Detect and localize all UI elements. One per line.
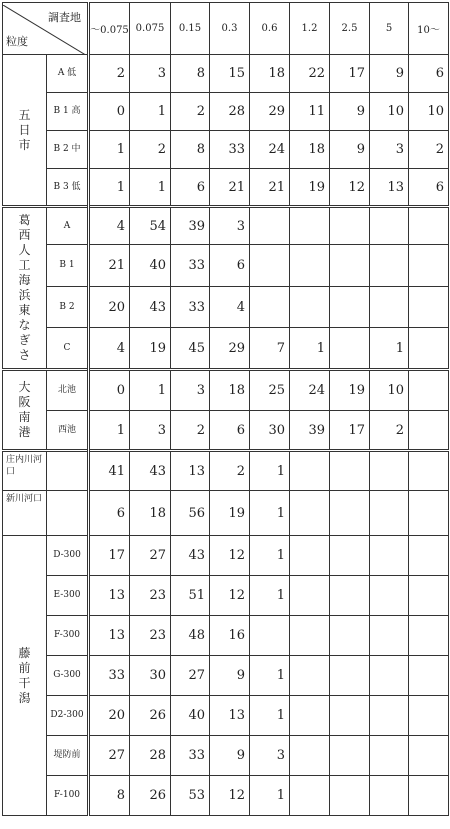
table-cell (409, 736, 449, 776)
table-cell: 4 (89, 328, 130, 370)
table-cell: 2 (210, 451, 250, 491)
table-cell: 9 (210, 736, 250, 776)
table-cell: 8 (171, 131, 210, 169)
table-cell: 18 (290, 131, 330, 169)
group-name-cell: 新川河口 (3, 491, 47, 536)
table-cell: 10 (370, 93, 409, 131)
table-cell: 30 (250, 411, 290, 451)
table-cell (409, 491, 449, 536)
table-cell: 13 (89, 576, 130, 616)
col-header-0: ～0.075 (89, 3, 130, 55)
table-cell: 0 (89, 370, 130, 411)
col-header-4: 0.6 (250, 3, 290, 55)
col-header-1: 0.075 (130, 3, 171, 55)
table-cell: 1 (130, 370, 171, 411)
table-cell (330, 736, 370, 776)
table-cell: 9 (330, 131, 370, 169)
group-name-cell: 庄内川河口 (3, 451, 47, 491)
table-cell: 23 (130, 616, 171, 656)
table-cell: 9 (370, 55, 409, 93)
table-cell: 21 (89, 245, 130, 287)
table-cell (290, 616, 330, 656)
table-cell (409, 776, 449, 816)
row-label: B 1 高 (47, 93, 89, 131)
table-cell (250, 207, 290, 245)
table-cell (290, 536, 330, 576)
table-cell: 2 (171, 93, 210, 131)
table-cell: 43 (171, 536, 210, 576)
table-row (3, 287, 449, 328)
row-label: B 2 (47, 287, 89, 328)
table-cell: 1 (250, 491, 290, 536)
table-cell: 15 (210, 55, 250, 93)
table-cell (330, 776, 370, 816)
table-cell: 40 (130, 245, 171, 287)
table-cell: 3 (210, 207, 250, 245)
table-cell: 21 (250, 169, 290, 207)
table-cell (250, 245, 290, 287)
table-cell (370, 287, 409, 328)
table-cell (370, 451, 409, 491)
table-cell: 17 (330, 55, 370, 93)
table-cell: 6 (89, 491, 130, 536)
table-row (3, 696, 449, 736)
table-cell: 3 (250, 736, 290, 776)
table-cell: 53 (171, 776, 210, 816)
group-name: 藤前干潟 (18, 645, 31, 705)
table-cell: 27 (130, 536, 171, 576)
table-cell: 3 (130, 411, 171, 451)
row-label: D2-300 (47, 696, 89, 736)
table-cell: 6 (409, 169, 449, 207)
table-cell: 28 (210, 93, 250, 131)
table-cell (330, 576, 370, 616)
table-cell (370, 245, 409, 287)
row-label: B 1 (47, 245, 89, 287)
table-cell: 39 (171, 207, 210, 245)
table-row (3, 616, 449, 656)
table-cell: 22 (290, 55, 330, 93)
table-cell (370, 536, 409, 576)
table-cell: 19 (330, 370, 370, 411)
table-cell (409, 451, 449, 491)
table-cell: 24 (250, 131, 290, 169)
table-row (3, 131, 449, 169)
table-cell (330, 245, 370, 287)
table-cell: 1 (290, 328, 330, 370)
group-name: 葛西人工海浜東なぎさ (18, 213, 31, 362)
table-cell (330, 656, 370, 696)
table-cell: 7 (250, 328, 290, 370)
table-cell: 1 (250, 776, 290, 816)
table-cell: 12 (210, 536, 250, 576)
row-label: G-300 (47, 656, 89, 696)
table-row (3, 491, 449, 536)
table-cell: 1 (130, 93, 171, 131)
table-cell: 20 (89, 287, 130, 328)
table-row (3, 169, 449, 207)
table-cell (409, 245, 449, 287)
table-cell: 18 (130, 491, 171, 536)
corner-cell (3, 3, 89, 55)
table-cell: 19 (210, 491, 250, 536)
table-cell (330, 287, 370, 328)
table-row (3, 656, 449, 696)
table-row (3, 776, 449, 816)
table-cell (409, 411, 449, 451)
row-label: B 2 中 (47, 131, 89, 169)
table-cell: 13 (171, 451, 210, 491)
table-cell (409, 287, 449, 328)
table-cell: 1 (250, 696, 290, 736)
table-cell: 13 (89, 616, 130, 656)
table-cell: 21 (210, 169, 250, 207)
table-cell: 1 (89, 411, 130, 451)
row-label (47, 451, 89, 491)
row-label: B 3 低 (47, 169, 89, 207)
table-cell: 3 (370, 131, 409, 169)
table-cell: 39 (290, 411, 330, 451)
table-cell (409, 328, 449, 370)
table-cell: 1 (89, 169, 130, 207)
table-cell (409, 696, 449, 736)
table-cell: 27 (89, 736, 130, 776)
table-cell: 2 (89, 55, 130, 93)
header-row (3, 3, 449, 55)
table-row (3, 93, 449, 131)
row-label: E-300 (47, 576, 89, 616)
table-cell: 28 (130, 736, 171, 776)
table-cell (370, 696, 409, 736)
table-cell: 12 (210, 776, 250, 816)
table-cell: 0 (89, 93, 130, 131)
table-cell: 26 (130, 776, 171, 816)
table-cell (290, 656, 330, 696)
table-cell: 48 (171, 616, 210, 656)
table-cell: 30 (130, 656, 171, 696)
row-label: D-300 (47, 536, 89, 576)
table-cell (370, 207, 409, 245)
table-row (3, 328, 449, 370)
table-cell: 43 (130, 451, 171, 491)
table-cell: 1 (89, 131, 130, 169)
row-label (47, 491, 89, 536)
table-cell (290, 736, 330, 776)
table-cell: 43 (130, 287, 171, 328)
table-body (3, 3, 449, 816)
table-cell: 1 (130, 169, 171, 207)
table-row (3, 207, 449, 245)
table-cell (290, 576, 330, 616)
row-label: 西池 (47, 411, 89, 451)
table-cell: 6 (210, 411, 250, 451)
table-cell: 6 (210, 245, 250, 287)
grain-size-table (2, 2, 449, 816)
table-cell: 45 (171, 328, 210, 370)
table-cell: 2 (171, 411, 210, 451)
row-label: A 低 (47, 55, 89, 93)
table-cell (370, 491, 409, 536)
table-cell: 54 (130, 207, 171, 245)
table-cell: 1 (250, 451, 290, 491)
table-cell (330, 616, 370, 656)
table-cell: 40 (171, 696, 210, 736)
row-label: F-100 (47, 776, 89, 816)
table-cell: 9 (330, 93, 370, 131)
table-cell: 27 (171, 656, 210, 696)
table-cell: 33 (210, 131, 250, 169)
col-header-2: 0.15 (171, 3, 210, 55)
table-cell: 51 (171, 576, 210, 616)
table-cell: 29 (210, 328, 250, 370)
table-cell: 9 (210, 656, 250, 696)
row-label: C (47, 328, 89, 370)
table-cell: 20 (89, 696, 130, 736)
col-header-5: 1.2 (290, 3, 330, 55)
table-cell: 1 (250, 656, 290, 696)
table-cell: 19 (130, 328, 171, 370)
table-row (3, 576, 449, 616)
table-cell: 10 (370, 370, 409, 411)
table-row (3, 736, 449, 776)
table-cell: 13 (370, 169, 409, 207)
table-cell: 41 (89, 451, 130, 491)
table-cell (370, 656, 409, 696)
row-label: A (47, 207, 89, 245)
group-name-cell (3, 207, 47, 370)
table-cell (290, 491, 330, 536)
table-cell (370, 576, 409, 616)
table-cell (250, 616, 290, 656)
table-cell (370, 736, 409, 776)
table-cell (409, 576, 449, 616)
table-cell (290, 696, 330, 736)
table-cell: 1 (370, 328, 409, 370)
table-cell: 24 (290, 370, 330, 411)
table-cell: 12 (330, 169, 370, 207)
table-row (3, 536, 449, 576)
table-cell (250, 287, 290, 328)
table-row (3, 370, 449, 411)
table-cell: 16 (210, 616, 250, 656)
table-cell: 18 (250, 55, 290, 93)
table-cell (370, 616, 409, 656)
table-cell: 33 (89, 656, 130, 696)
table-cell (330, 451, 370, 491)
group-name: 五日市 (18, 107, 31, 152)
col-header-6: 2.5 (330, 3, 370, 55)
group-name-cell (3, 370, 47, 451)
table-cell: 17 (89, 536, 130, 576)
row-label: 堤防前 (47, 736, 89, 776)
col-header-8: 10～ (409, 3, 449, 55)
table-cell: 33 (171, 287, 210, 328)
table-cell (330, 207, 370, 245)
table-cell: 18 (210, 370, 250, 411)
table-cell (370, 776, 409, 816)
table-cell: 26 (130, 696, 171, 736)
table-cell: 3 (130, 55, 171, 93)
table-cell: 23 (130, 576, 171, 616)
table-cell (290, 287, 330, 328)
table-cell: 4 (89, 207, 130, 245)
table-cell (409, 536, 449, 576)
table-cell: 25 (250, 370, 290, 411)
table-cell (409, 616, 449, 656)
table-cell (409, 207, 449, 245)
table-cell: 29 (250, 93, 290, 131)
table-cell: 4 (210, 287, 250, 328)
col-header-7: 5 (370, 3, 409, 55)
col-header-3: 0.3 (210, 3, 250, 55)
table-cell (330, 491, 370, 536)
table-row (3, 245, 449, 287)
group-name-cell (3, 536, 47, 816)
table-cell: 17 (330, 411, 370, 451)
table-cell (330, 536, 370, 576)
table-cell: 33 (171, 245, 210, 287)
table-cell: 2 (409, 131, 449, 169)
table-cell: 6 (171, 169, 210, 207)
table-cell: 19 (290, 169, 330, 207)
table-cell: 33 (171, 736, 210, 776)
group-name-cell (3, 55, 47, 207)
group-name: 大阪南港 (18, 380, 31, 439)
table-cell: 3 (171, 370, 210, 411)
table-cell (409, 370, 449, 411)
table-cell (290, 207, 330, 245)
table-row (3, 55, 449, 93)
table-cell: 13 (210, 696, 250, 736)
table-cell: 8 (171, 55, 210, 93)
table-cell: 1 (250, 576, 290, 616)
table-cell: 10 (409, 93, 449, 131)
table-row (3, 451, 449, 491)
table-cell (290, 245, 330, 287)
table-cell (330, 696, 370, 736)
corner-top-label: 調査地 (48, 10, 81, 24)
table-cell (290, 776, 330, 816)
table-cell (290, 451, 330, 491)
table-row (3, 411, 449, 451)
table-cell: 12 (210, 576, 250, 616)
table-cell: 56 (171, 491, 210, 536)
table-cell: 11 (290, 93, 330, 131)
table-cell (330, 328, 370, 370)
table-cell: 8 (89, 776, 130, 816)
table-cell: 1 (250, 536, 290, 576)
table-cell: 2 (370, 411, 409, 451)
row-label: F-300 (47, 616, 89, 656)
table-cell: 6 (409, 55, 449, 93)
corner-bottom-label: 粒度 (6, 34, 28, 48)
row-label: 北池 (47, 370, 89, 411)
table-cell (409, 656, 449, 696)
table-cell: 2 (130, 131, 171, 169)
